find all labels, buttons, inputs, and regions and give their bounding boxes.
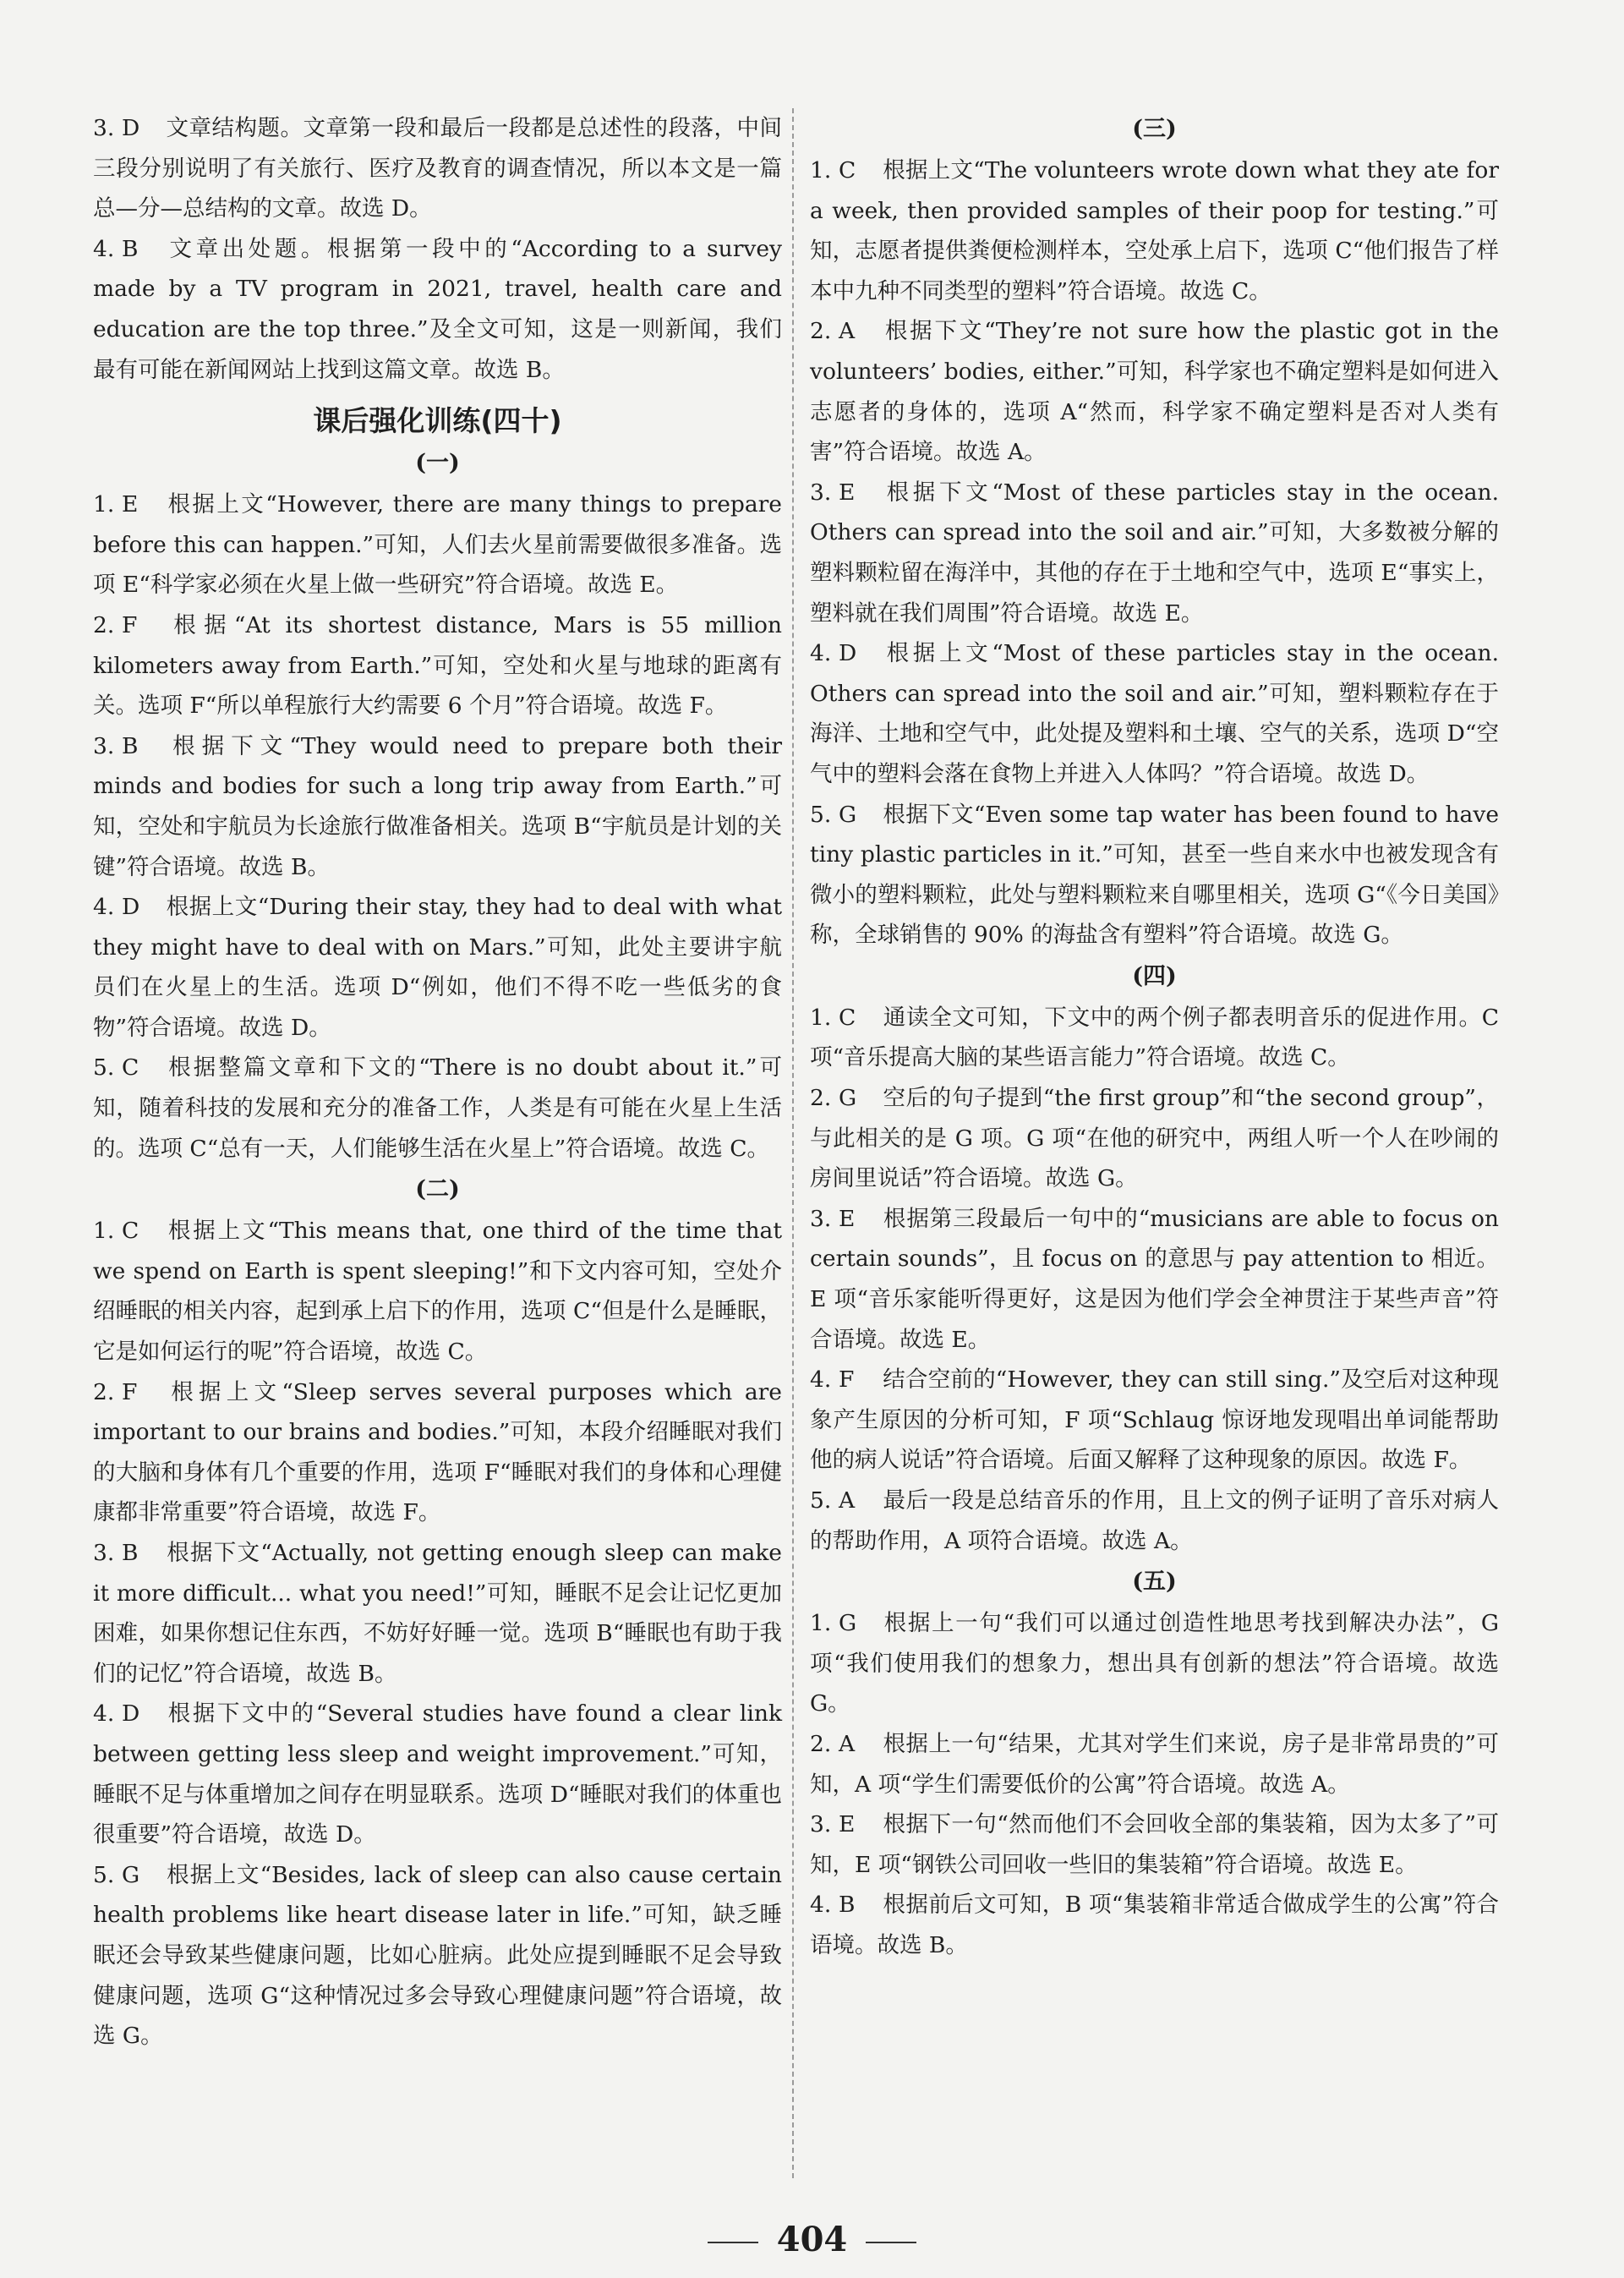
right-column — [810, 108, 1499, 1966]
item-number: 4. — [810, 640, 832, 667]
item-answer: F — [122, 1378, 138, 1405]
item-answer: G — [839, 801, 857, 828]
item-number: 3. — [810, 479, 832, 506]
answer-item — [810, 1199, 1499, 1360]
item-explanation: 根据下文“They’re not sure how the plastic got in the volunteers’ bodies, either.”可知，科学家也不确定塑料是如何进入志愿者的身体的，选项 A“然而，科学家不确定塑料是否对人类有害”符合语境。故选 A。 — [810, 318, 1499, 466]
item-answer: G — [839, 1085, 857, 1112]
answer-item — [810, 633, 1499, 794]
answer-item — [810, 795, 1499, 956]
column-divider — [792, 108, 794, 2178]
answer-item — [93, 108, 782, 229]
item-explanation: 根据下文“Even some tap water has been found to have tiny plastic particles in it.”可知，甚至一些自来水中也被发现含有微小的塑料颗粒，此处与塑料颗粒来自哪里相关，选项 G“《今日美国》称，全球销售的 90% 的海盐含有塑料”符合语境。故选 G。 — [810, 801, 1499, 949]
page-number: 404 — [776, 2220, 848, 2259]
item-number: 2. — [810, 1085, 832, 1112]
item-explanation: 根据第三段最后一句中的“musicians are able to focus on certain sounds”，且 focus on 的意思与 pay attention to 相近。E 项“音乐家能听得更好，这是因为他们学会全神贯注于某些声音”符合语境。故选 E。 — [810, 1205, 1499, 1353]
item-number: 3. — [93, 1540, 115, 1566]
item-explanation: 通读全文可知，下文中的两个例子都表明音乐的促进作用。C 项“音乐提高大脑的某些语言能力”符合语境。故选 C。 — [810, 1004, 1499, 1071]
item-explanation: 根据整篇文章和下文的“There is no doubt about it.”可知，随着科技的发展和充分的准备工作，人类是有可能在火星上生活的。选项 C“总有一天，人们能够生活在火星上”符合语境。故选 C。 — [93, 1054, 782, 1162]
item-number: 4. — [810, 1366, 832, 1394]
answer-item — [810, 1360, 1499, 1481]
answer-item — [810, 1724, 1499, 1804]
item-answer: D — [122, 1700, 140, 1728]
item-answer: E — [839, 479, 856, 506]
subsection-heading: (三) — [1132, 116, 1177, 142]
item-explanation: 根据上文“The volunteers wrote down what they ate for a week, then provided samples of their poop for testing.”可知，志愿者提供粪便检测样本，空处承上启下，选项 C“他们报告了样本中九种不同类型的塑料”符合语境。故选 C。 — [810, 157, 1499, 304]
item-number: 5. — [810, 1487, 832, 1514]
footer-dash-left — [708, 2242, 758, 2243]
item-number: 2. — [93, 1378, 115, 1405]
item-number: 3. — [810, 1205, 832, 1232]
item-explanation: 根据上文“During their stay, they had to deal with what they might have to deal with on Mars.”可知，此处主要讲宇航员们在火星上的生活。选项 D“例如，他们不得不吃一些低劣的食物”符合语境。故选 D。 — [93, 894, 782, 1041]
item-explanation: 文章出处题。根据第一段中的“According to a survey made by a TV program in 2021, travel, health care and education are the top three.”及全文可知，这是一则新闻，我们最有可能在新闻网站上找到这篇文章。故选 B。 — [93, 235, 782, 383]
item-answer: B — [839, 1892, 856, 1919]
item-number: 1. — [93, 491, 115, 518]
item-number: 2. — [810, 1730, 832, 1757]
item-answer: E — [839, 1811, 856, 1838]
item-answer: B — [122, 1540, 139, 1566]
item-answer: E — [122, 491, 139, 518]
answer-item — [810, 1603, 1499, 1724]
item-answer: B — [122, 732, 139, 759]
item-answer: A — [839, 1487, 856, 1514]
item-explanation: 根据上文“However, there are many things to prepare before this can happen.”可知，人们去火星前需要做很多准备。选项 E“科学家必须在火星上做一些研究”符合语境。故选 E。 — [93, 491, 782, 599]
item-explanation: 根据下文中的“Several studies have found a clear link between getting less sleep and weight improvement.”可知，睡眠不足与体重增加之间存在明显联系。选项 D“睡眠对我们的体重也很重要”符合语境，故选 D。 — [93, 1700, 782, 1848]
item-answer: C — [122, 1054, 139, 1082]
item-answer: E — [839, 1205, 856, 1232]
subsection-heading: (一) — [415, 450, 460, 477]
answer-item — [810, 151, 1499, 311]
item-answer: D — [839, 640, 857, 667]
item-explanation: 根据上文“Besides, lack of sleep can also cause certain health problems like heart disease later in life.”可知，缺乏睡眠还会导致某些健康问题，比如心脏病。此处应提到睡眠不足会导致健康问题，选项 G“这种情况过多会导致心理健康问题”符合语境，故选 G。 — [93, 1861, 782, 2050]
item-number: 1. — [810, 157, 832, 183]
answer-item — [810, 998, 1499, 1078]
answer-item — [93, 229, 782, 390]
left-column — [93, 108, 782, 2056]
answer-item — [810, 311, 1499, 472]
item-number: 4. — [93, 1700, 115, 1728]
item-answer: C — [839, 1004, 856, 1031]
item-explanation: 根据上文“Most of these particles stay in the ocean. Others can spread into the soil and air.”可知，塑料颗粒存在于海洋、土地和空气中，此处提及塑料和土壤、空气的关系，选项 D“空气中的塑料会落在食物上并进入人体吗？”符合语境。故选 D。 — [810, 640, 1499, 787]
answer-item — [810, 1481, 1499, 1561]
item-answer: G — [122, 1861, 140, 1888]
item-number: 5. — [93, 1861, 115, 1888]
item-answer: D — [122, 115, 140, 141]
item-explanation: 根据上一句“结果，尤其对学生们来说，房子是非常昂贵的”可知，A 项“学生们需要低价的公寓”符合语境。故选 A。 — [810, 1730, 1499, 1798]
item-answer: D — [122, 894, 140, 921]
item-number: 3. — [93, 732, 115, 759]
answer-item — [93, 605, 782, 726]
item-explanation: 根据下一句“然而他们不会回收全部的集装箱，因为太多了”可知，E 项“钢铁公司回收一些旧的集装箱”符合语境。故选 E。 — [810, 1811, 1499, 1878]
subsection-heading: (四) — [1132, 962, 1177, 989]
item-explanation: 最后一段是总结音乐的作用，且上文的例子证明了音乐对病人的帮助作用，A 项符合语境。故选 A。 — [810, 1487, 1499, 1554]
section-title: 课后强化训练(四十) — [313, 404, 562, 438]
item-explanation: 根据上文“This means that, one third of the time that we spend on Earth is spent sleeping!”和下文内容可知，空处介绍睡眠的相关内容，起到承上启下的作用，选项 C“但是什么是睡眠，它是如何运行的呢”符合语境，故选 C。 — [93, 1218, 782, 1366]
item-answer: F — [839, 1366, 855, 1394]
answer-item — [93, 726, 782, 887]
item-explanation: 根据前后文可知，B 项“集装箱非常适合做成学生的公寓”符合语境。故选 B。 — [810, 1892, 1499, 1958]
item-number: 1. — [810, 1610, 832, 1637]
item-number: 5. — [810, 801, 832, 828]
item-explanation: 文章结构题。文章第一段和最后一段都是总述性的段落，中间三段分别说明了有关旅行、医疗及教育的调查情况，所以本文是一篇总—分—总结构的文章。故选 D。 — [93, 115, 782, 222]
item-answer: C — [839, 157, 856, 183]
subsection-heading: (五) — [1132, 1569, 1177, 1596]
answer-item — [93, 485, 782, 605]
answer-item — [93, 887, 782, 1048]
answer-item — [93, 1048, 782, 1169]
item-number: 4. — [93, 894, 115, 921]
item-answer: A — [839, 318, 856, 345]
answer-item — [810, 1885, 1499, 1965]
item-explanation: 根据上文“Sleep serves several purposes which are important to our brains and bodies.”可知，本段介绍睡眠对我们的大脑和身体有几个重要的作用，选项 F“睡眠对我们的身体和心理健康都非常重要”符合语境，故选 F。 — [93, 1378, 782, 1526]
answer-item — [810, 1804, 1499, 1885]
item-answer: B — [122, 235, 139, 262]
answer-item — [810, 1078, 1499, 1199]
item-number: 3. — [93, 115, 115, 141]
item-explanation: 根据“At its shortest distance, Mars is 55 million kilometers away from Earth.”可知，空处和火星与地球的距离有关。选项 F“所以单程旅行大约需要 6 个月”符合语境。故选 F。 — [93, 611, 782, 720]
answer-item — [93, 1855, 782, 2056]
item-answer: C — [122, 1218, 139, 1245]
item-answer: G — [839, 1610, 857, 1637]
item-number: 4. — [93, 235, 115, 262]
item-explanation: 根据下文“Most of these particles stay in the ocean. Others can spread into the soil and air.”可知，大多数被分解的塑料颗粒留在海洋中，其他的存在于土地和空气中，选项 E“事实上，塑料就在我们周围”符合语境。故选 E。 — [810, 479, 1499, 627]
item-number: 5. — [93, 1054, 115, 1082]
item-number: 4. — [810, 1892, 832, 1919]
item-number: 1. — [810, 1004, 832, 1031]
item-answer: A — [839, 1730, 856, 1757]
item-explanation: 根据下文“They would need to prepare both their minds and bodies for such a long trip away from Earth.”可知，空处和宇航员为长途旅行做准备相关。选项 B“宇航员是计划的关键”符合语境。故选 B。 — [93, 732, 782, 880]
item-number: 3. — [810, 1811, 832, 1838]
answer-item — [93, 1533, 782, 1694]
item-number: 1. — [93, 1218, 115, 1245]
answer-item — [810, 473, 1499, 633]
item-explanation: 根据下文“Actually, not getting enough sleep can make it more difficult... what you need!”可知，睡眠不足会让记忆更加困难，如果你想记住东西，不妨好好睡一觉。选项 B“睡眠也有助于我们的记忆”符合语境，故选 B。 — [93, 1540, 782, 1687]
item-explanation: 结合空前的“However, they can still sing.”及空后对这种现象产生原因的分析可知，F 项“Schlaug 惊讶地发现唱出单词能帮助他的病人说话”符合语境。后面又解释了这种现象的原因。故选 F。 — [810, 1366, 1499, 1474]
answer-item — [93, 1372, 782, 1533]
subsection-heading: (二) — [415, 1176, 460, 1203]
item-explanation: 空后的句子提到“the first group”和“the second group”，与此相关的是 G 项。G 项“在他的研究中，两组人听一个人在吵闹的房间里说话”符合语境。故选 G。 — [810, 1085, 1499, 1192]
item-answer: F — [122, 611, 138, 638]
item-number: 2. — [93, 611, 115, 638]
answer-item — [93, 1694, 782, 1854]
page-footer — [0, 2220, 1624, 2259]
answer-item — [93, 1211, 782, 1372]
item-number: 2. — [810, 318, 832, 345]
footer-dash-right — [866, 2242, 916, 2243]
item-explanation: 根据上一句“我们可以通过创造性地思考找到解决办法”，G 项“我们使用我们的想象力，想出具有创新的想法”符合语境。故选 G。 — [810, 1610, 1499, 1717]
